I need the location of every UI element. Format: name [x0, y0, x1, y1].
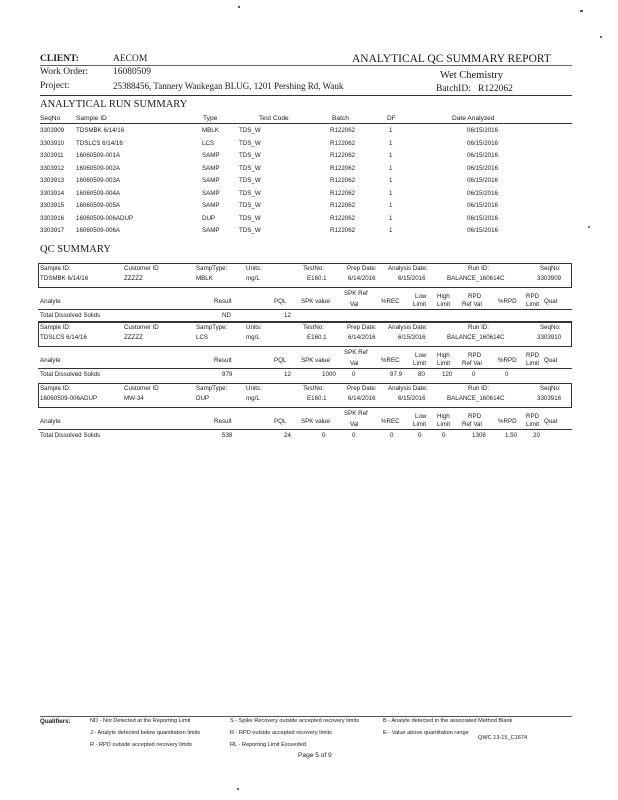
qualifier-note: B - Analyte detected in the associated Method Blank [383, 718, 513, 724]
sample-id-value: 16060509-006ADUP [40, 395, 98, 402]
test-no-value: E160.1 [307, 275, 327, 282]
rpd-limit-header: RPD [526, 293, 540, 300]
batch-id-label: BatchID: [436, 84, 471, 94]
rpd-limit-cell: 20 [533, 432, 540, 439]
client-id-value: ZZZZZ [124, 275, 143, 282]
samp-type-label: SampType: [196, 265, 228, 272]
client-label: CLIENT: [40, 54, 79, 64]
page-number: Page 5 of 9 [298, 752, 332, 759]
scan-speck [238, 6, 240, 8]
qc-row-divider [38, 429, 572, 430]
prep-date-label: Prep Date: [347, 265, 377, 272]
pct-rec-header: %REC [381, 418, 400, 425]
batch-cell: R122062 [330, 152, 356, 159]
prep-date-value: 6/14/2016 [348, 275, 376, 282]
df-cell: 1 [389, 127, 393, 134]
batch-cell: R122062 [330, 164, 356, 172]
spk-ref-header: SPK Ref [344, 410, 368, 417]
type-cell: SAMP [202, 152, 220, 159]
test-code-cell: TDS_W [239, 202, 261, 209]
test-code-cell: TDS_W [239, 227, 261, 234]
analyte-cell: Total Dissolved Solids [40, 371, 101, 378]
sample-id-cell: 16060509-006A [76, 227, 121, 234]
seqno-cell: 3303911 [40, 152, 64, 159]
sample-id-label: Sample ID: [40, 385, 71, 392]
rpd-limit-header-2: Limit [526, 301, 540, 308]
result-cell: 538 [222, 432, 233, 439]
pct-rpd-header: %RPD [498, 298, 517, 305]
df-cell: 1 [389, 227, 393, 234]
pct-rpd-header: %RPD [498, 418, 517, 425]
spk-ref-cell: 0 [352, 432, 356, 439]
scan-speck [580, 10, 583, 12]
test-no-label: TestNo: [303, 324, 324, 331]
test-no-label: TestNo: [303, 385, 324, 392]
units-value: mg/L [246, 395, 260, 402]
pct-rpd-cell: 1.50 [505, 432, 518, 439]
report-title: ANALYTICAL QC SUMMARY REPORT [352, 53, 551, 65]
low-limit-cell: 80 [418, 371, 425, 378]
document-code: QWC 13-15_C1674 [478, 735, 528, 741]
high-limit-header: High [437, 293, 450, 300]
scan-speck [237, 788, 239, 790]
type-cell: SAMP [202, 227, 220, 234]
qual-header: Qual [544, 357, 558, 364]
pct-rec-cell: 0 [390, 432, 394, 439]
units-value: mg/L [246, 275, 260, 282]
sample-id-cell: 16060509-003A [76, 177, 121, 184]
analysis-date-label: Analysis Date: [388, 324, 428, 331]
samp-type-value: MBLK [196, 275, 213, 282]
run-summary-heading: ANALYTICAL RUN SUMMARY [40, 99, 188, 110]
run-id-value: BALANCE_160614C [447, 395, 505, 402]
seqno-cell: 3303916 [40, 214, 65, 222]
pct-rec-header: %REC [381, 357, 400, 364]
date-cell: 06/15/2016 [467, 202, 498, 209]
seqno-cell: 3303910 [40, 139, 65, 147]
units-label: Units: [246, 265, 262, 272]
batch-id-value: R122062 [478, 84, 513, 94]
high-limit-cell: 120 [442, 371, 453, 378]
date-cell: 06/15/2016 [467, 189, 498, 197]
result-cell: 979 [222, 371, 233, 378]
batch-cell: R122062 [330, 214, 356, 222]
col-df: DF [387, 115, 396, 122]
units-label: Units: [246, 385, 262, 392]
run-id-label: Run ID: [468, 324, 489, 331]
date-cell: 06/15/2016 [467, 127, 498, 134]
analysis-date-value: 6/15/2016 [398, 395, 426, 402]
run-id-label: Run ID: [468, 265, 489, 272]
qc-summary-heading: QC SUMMARY [40, 244, 111, 255]
test-code-cell: TDS_W [239, 189, 261, 197]
low-limit-header: Low [415, 293, 427, 300]
high-limit-header-2: Limit [437, 421, 451, 428]
scan-speck [588, 226, 590, 228]
date-cell: 06/15/2016 [467, 177, 498, 184]
test-code-cell: TDS_W [239, 139, 261, 147]
report-subtitle: Wet Chemistry [440, 70, 504, 81]
prep-date-label: Prep Date: [347, 385, 377, 392]
test-no-value: E160.1 [307, 334, 327, 341]
test-code-cell: TDS_W [239, 214, 261, 222]
seqno-label: SeqNo: [540, 324, 561, 331]
spk-value-header: SPK value [301, 298, 330, 305]
test-no-label: TestNo: [303, 265, 324, 272]
seqno-cell: 3303915 [40, 202, 65, 209]
qual-header: Qual [544, 298, 558, 305]
high-limit-header: High [437, 413, 450, 420]
df-cell: 1 [389, 152, 393, 159]
analysis-date-value: 6/15/2016 [398, 334, 426, 341]
client-value: AECOM [113, 54, 148, 64]
sample-id-cell: 16060509-005A [76, 202, 121, 209]
samp-type-label: SampType: [196, 385, 228, 392]
type-cell: LCS [202, 139, 215, 147]
col-date-analyzed: Date Analyzed [452, 115, 495, 122]
pql-header: PQL [274, 357, 287, 364]
date-cell: 06/15/2016 [467, 152, 498, 159]
qualifier-note: ND - Not Detected at the Reporting Limit [90, 718, 191, 724]
client-id-value: ZZZZZ [124, 334, 143, 341]
qual-header: Qual [544, 418, 558, 425]
rpd-ref-header-2: Ref Val [462, 421, 482, 428]
batch-cell: R122062 [330, 227, 356, 234]
pql-cell: 12 [284, 371, 291, 378]
rpd-ref-header: RPD [468, 352, 482, 359]
seqno-cell: 3303917 [40, 227, 65, 234]
type-cell: SAMP [202, 189, 220, 197]
rpd-ref-header: RPD [468, 293, 482, 300]
sample-id-label: Sample ID: [40, 324, 71, 331]
test-no-value: E160.1 [307, 395, 327, 402]
seqno-value: 3303916 [537, 395, 562, 402]
low-limit-header: Low [415, 413, 427, 420]
type-cell: SAMP [202, 177, 220, 184]
pct-rpd-cell: 0 [505, 371, 509, 378]
pct-rec-header: %REC [381, 298, 400, 305]
seqno-cell: 3303912 [40, 164, 65, 172]
df-cell: 1 [389, 177, 393, 184]
pql-cell: 24 [284, 432, 291, 439]
spk-ref-header-2: Val [350, 421, 359, 428]
spk-ref-header: SPK Ref [344, 290, 368, 297]
rpd-limit-header-2: Limit [526, 360, 540, 367]
analyte-header: Analyte [40, 298, 61, 305]
samp-type-value: LCS [196, 334, 209, 341]
run-summary-header-rule [40, 123, 572, 124]
seqno-label: SeqNo: [540, 265, 561, 272]
sample-id-cell: 16060509-004A [76, 189, 121, 197]
result-header: Result [214, 418, 232, 425]
sample-id-label: Sample ID: [40, 265, 71, 272]
seqno-value: 3303909 [537, 275, 562, 282]
spk-value-cell: 0 [322, 432, 326, 439]
rpd-limit-header-2: Limit [526, 421, 540, 428]
analyte-cell: Total Dissolved Solids [40, 432, 101, 439]
qualifier-note: R - RPD outside accepted recovery limits [90, 742, 192, 748]
df-cell: 1 [389, 214, 393, 222]
qualifier-note: R - RPD outside accepted recovery limits [230, 730, 332, 736]
low-limit-header-2: Limit [413, 421, 427, 428]
pql-header: PQL [274, 298, 287, 305]
prep-date-value: 6/14/2016 [348, 395, 376, 402]
high-limit-header-2: Limit [437, 360, 451, 367]
high-limit-header-2: Limit [437, 301, 451, 308]
qualifier-note: E - Value above quantitation range [383, 730, 469, 736]
sample-id-value: TDSLCS 6/14/16 [40, 334, 87, 341]
spk-ref-header-2: Val [350, 301, 359, 308]
rpd-ref-header-2: Ref Val [462, 301, 482, 308]
spk-ref-header-2: Val [350, 360, 359, 367]
qc-row-divider [38, 368, 572, 369]
analyte-header: Analyte [40, 357, 61, 364]
df-cell: 1 [389, 189, 393, 197]
qualifiers-label: Qualifiers: [40, 718, 71, 725]
qc-block-separator [38, 321, 572, 322]
col-sample-id: Sample ID [76, 115, 107, 122]
pct-rec-cell: 97.9 [390, 371, 403, 378]
date-cell: 06/15/2016 [467, 214, 498, 222]
test-code-cell: TDS_W [239, 164, 261, 172]
test-code-cell: TDS_W [239, 127, 261, 134]
pct-rpd-header: %RPD [498, 357, 517, 364]
units-label: Units: [246, 324, 262, 331]
test-code-cell: TDS_W [239, 177, 261, 184]
sample-id-value: TDSMBK 6/14/16 [40, 275, 89, 282]
samp-type-label: SampType: [196, 324, 228, 331]
sample-id-cell: 16060509-006ADUP [76, 214, 134, 222]
sample-id-cell: 16060509-002A [76, 164, 121, 172]
test-code-cell: TDS_W [239, 152, 261, 159]
analysis-date-value: 6/15/2016 [398, 275, 426, 282]
header-rule [40, 65, 572, 66]
high-limit-header: High [437, 352, 450, 359]
project-value: 25388456, Tannery Waukegan BLUG, 1201 Pershing Rd, Wauk [113, 81, 344, 91]
analyte-cell: Total Dissolved Solids [40, 312, 101, 319]
run-id-label: Run ID: [468, 385, 489, 392]
date-cell: 06/15/2016 [467, 164, 498, 172]
batch-cell: R122062 [330, 202, 356, 209]
batch-cell: R122062 [330, 189, 356, 197]
qualifier-note: S - Spike Recovery outside accepted recovery limits [230, 718, 360, 724]
df-cell: 1 [389, 139, 393, 147]
spk-value-cell: 1000 [322, 371, 336, 378]
qualifier-note: RL - Reporting Limit Exceeded [230, 742, 306, 748]
type-cell: DUP [202, 214, 216, 222]
result-header: Result [214, 357, 232, 364]
df-cell: 1 [389, 164, 393, 172]
rpd-limit-header: RPD [526, 413, 540, 420]
seqno-label: SeqNo: [540, 385, 561, 392]
prep-date-label: Prep Date: [347, 324, 377, 331]
seqno-cell: 3303914 [40, 189, 65, 197]
rpd-ref-cell: 0 [472, 371, 476, 378]
batch-cell: R122062 [330, 139, 356, 147]
footer-rule [40, 716, 572, 717]
rpd-limit-header: RPD [526, 352, 540, 359]
rpd-ref-cell: 1308 [472, 432, 486, 439]
scan-speck [600, 36, 602, 38]
samp-type-value: DUP [196, 395, 210, 402]
analysis-date-label: Analysis Date: [388, 265, 428, 272]
type-cell: SAMP [202, 164, 220, 172]
header-rule-bottom [40, 95, 572, 96]
seqno-cell: 3303913 [40, 177, 65, 184]
work-order-value: 16080509 [113, 67, 151, 77]
client-id-label: Customer ID [124, 265, 159, 272]
low-limit-header: Low [415, 352, 427, 359]
pql-header: PQL [274, 418, 287, 425]
type-cell: MBLK [202, 127, 219, 134]
spk-ref-header: SPK Ref [344, 349, 368, 356]
qualifier-note: J - Analyte detected below quantitation limits [90, 730, 201, 736]
spk-value-header: SPK value [301, 418, 330, 425]
prep-date-value: 6/14/2016 [348, 334, 376, 341]
col-batch: Batch [332, 115, 349, 122]
qc-row-divider [38, 309, 572, 310]
col-seqno: SeqNo [40, 115, 61, 122]
run-id-value: BALANCE_160614C [447, 275, 505, 282]
client-id-label: Customer ID [124, 385, 159, 392]
pql-cell: 12 [284, 312, 291, 319]
result-cell: ND [222, 312, 231, 319]
client-id-label: Customer ID [124, 324, 159, 331]
sample-id-cell: 16060509-001A [76, 152, 121, 159]
low-limit-cell: 0 [418, 432, 422, 439]
units-value: mg/L [246, 334, 260, 341]
work-order-label: Work Order: [40, 67, 89, 77]
sample-id-cell: TDSMBK 6/14/16 [76, 127, 125, 134]
type-cell: SAMP [202, 202, 220, 209]
sample-id-cell: TDSLCS 6/14/16 [76, 139, 123, 147]
rpd-ref-header: RPD [468, 413, 482, 420]
col-type: Type [203, 115, 218, 122]
seqno-cell: 3303909 [40, 127, 65, 134]
low-limit-header-2: Limit [413, 360, 427, 367]
batch-cell: R122062 [330, 177, 356, 184]
low-limit-header-2: Limit [413, 301, 427, 308]
spk-value-header: SPK value [301, 357, 330, 364]
run-id-value: BALANCE_160614C [447, 334, 505, 341]
project-label: Project: [40, 81, 70, 91]
result-header: Result [214, 298, 232, 305]
client-id-value: MW-34 [124, 395, 144, 402]
col-test-code: Test Code [259, 115, 289, 122]
high-limit-cell: 0 [442, 432, 446, 439]
spk-ref-cell: 0 [352, 371, 356, 378]
batch-cell: R122062 [330, 127, 356, 134]
df-cell: 1 [389, 202, 393, 209]
date-cell: 06/15/2016 [467, 139, 498, 147]
date-cell: 06/15/2016 [467, 227, 498, 234]
analyte-header: Analyte [40, 418, 61, 425]
rpd-ref-header-2: Ref Val [462, 360, 482, 367]
seqno-value: 3303910 [537, 334, 562, 341]
analysis-date-label: Analysis Date: [388, 385, 428, 392]
